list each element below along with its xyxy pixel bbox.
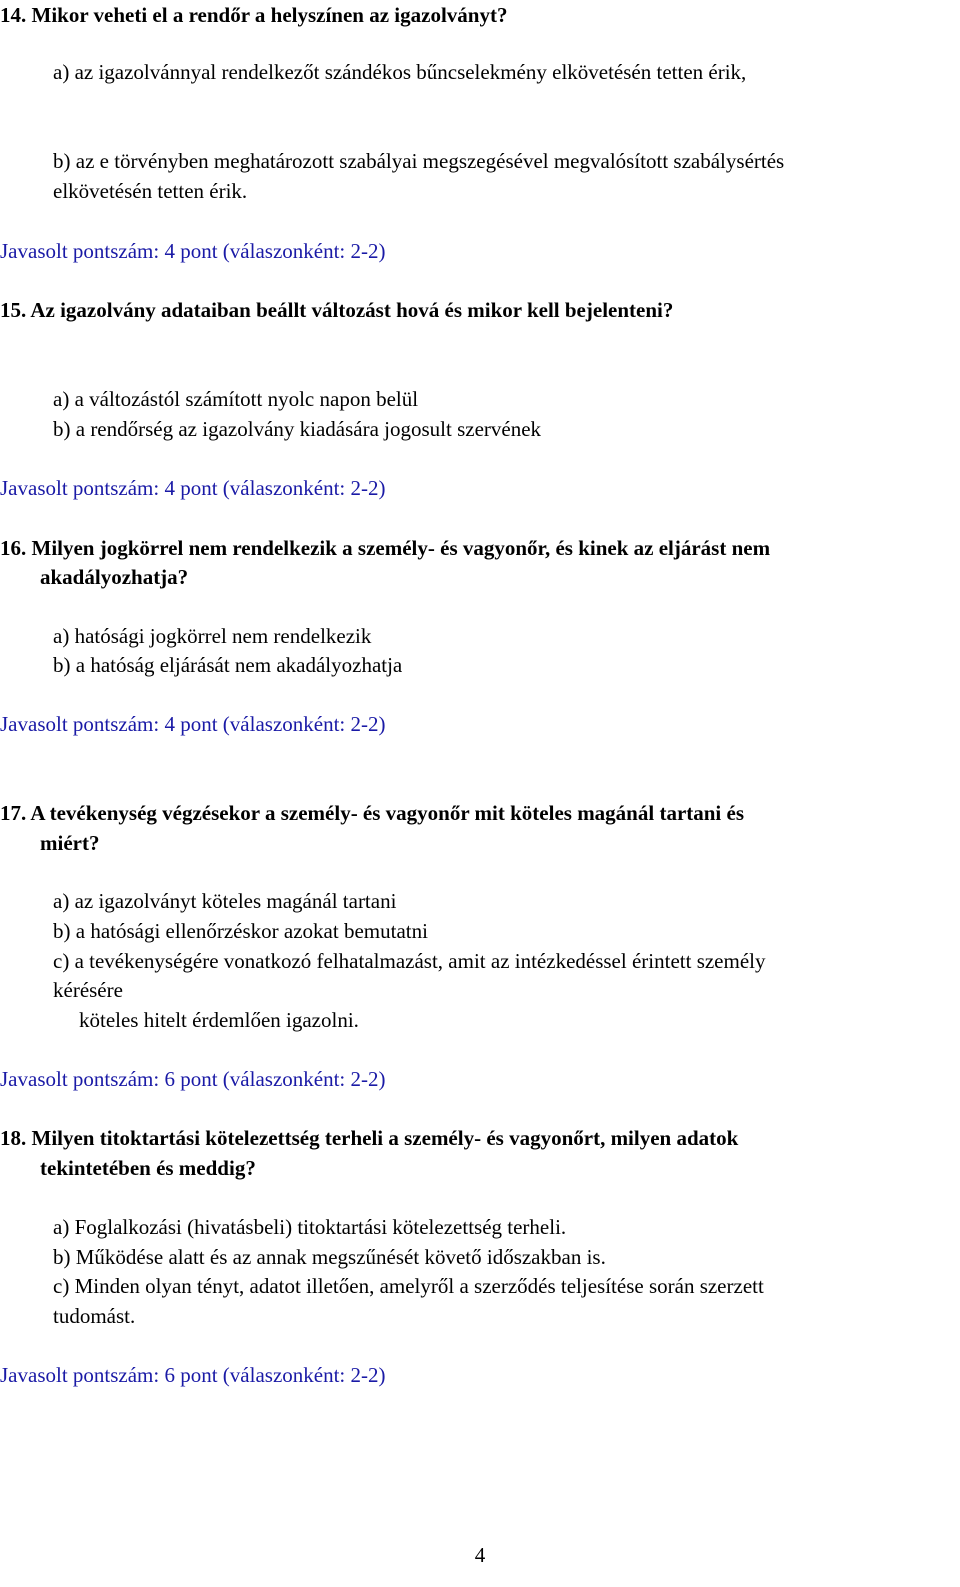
question-18-answer-c: c) Minden olyan tényt, adatot illetően, amelyről a szerződés teljesítése során szerzett <box>53 1274 764 1298</box>
question-18-answer-c-cont: tudomást. <box>53 1304 136 1328</box>
question-17-answer-b: b) a hatósági ellenőrzéskor azokat bemutatni <box>53 919 428 943</box>
page-number: 4 <box>474 1543 486 1567</box>
question-17-answer-c-cont2: köteles hitelt érdemlően igazolni. <box>79 1008 359 1032</box>
question-17-points: Javasolt pontszám: 6 pont (válaszonként: 2-2) <box>0 1067 386 1091</box>
question-14-answer-b: b) az e törvényben meghatározott szabályai megszegésével megvalósított szabálysértés <box>53 149 785 173</box>
question-15-answer-b: b) a rendőrség az igazolvány kiadására jogosult szervének <box>53 417 542 441</box>
question-16-answer-b: b) a hatóság eljárását nem akadályozhatja <box>53 653 403 677</box>
question-16-points: Javasolt pontszám: 4 pont (válaszonként: 2-2) <box>0 712 386 736</box>
question-16-title: 16. Milyen jogkörrel nem rendelkezik a személy- és vagyonőr, és kinek az eljárást nem <box>0 536 771 560</box>
question-14-points: Javasolt pontszám: 4 pont (válaszonként: 2-2) <box>0 239 386 263</box>
question-14-answer-b-cont: elkövetésén tetten érik. <box>53 179 248 203</box>
question-17-answer-c: c) a tevékenységére vonatkozó felhatalmazást, amit az intézkedéssel érintett személy <box>53 949 766 973</box>
question-17-title-cont: miért? <box>40 831 100 855</box>
question-17-answer-a: a) az igazolványt köteles magánál tartani <box>53 889 397 913</box>
question-18-answer-a: a) Foglalkozási (hivatásbeli) titoktartási kötelezettség terheli. <box>53 1215 567 1239</box>
question-18-answer-b: b) Működése alatt és az annak megszűnését követő időszakban is. <box>53 1245 606 1269</box>
question-15-points: Javasolt pontszám: 4 pont (válaszonként: 2-2) <box>0 476 386 500</box>
question-14-answer-a: a) az igazolvánnyal rendelkezőt szándékos bűncselekmény elkövetésén tetten érik, <box>53 60 747 84</box>
question-17-title: 17. A tevékenység végzésekor a személy- és vagyonőr mit köteles magánál tartani és <box>0 801 745 825</box>
question-15-answer-a: a) a változástól számított nyolc napon belül <box>53 387 419 411</box>
question-18-title: 18. Milyen titoktartási kötelezettség terheli a személy- és vagyonőrt, milyen adatok <box>0 1126 739 1150</box>
question-15-title: 15. Az igazolvány adataiban beállt változást hová és mikor kell bejelenteni? <box>0 298 674 322</box>
question-18-title-cont: tekintetében és meddig? <box>40 1156 256 1180</box>
question-16-title-cont: akadályozhatja? <box>40 565 189 589</box>
question-16-answer-a: a) hatósági jogkörrel nem rendelkezik <box>53 624 372 648</box>
question-14-title: 14. Mikor veheti el a rendőr a helyszínen az igazolványt? <box>0 3 508 27</box>
question-18-points: Javasolt pontszám: 6 pont (válaszonként: 2-2) <box>0 1363 386 1387</box>
question-17-answer-c-cont: kérésére <box>53 978 123 1002</box>
